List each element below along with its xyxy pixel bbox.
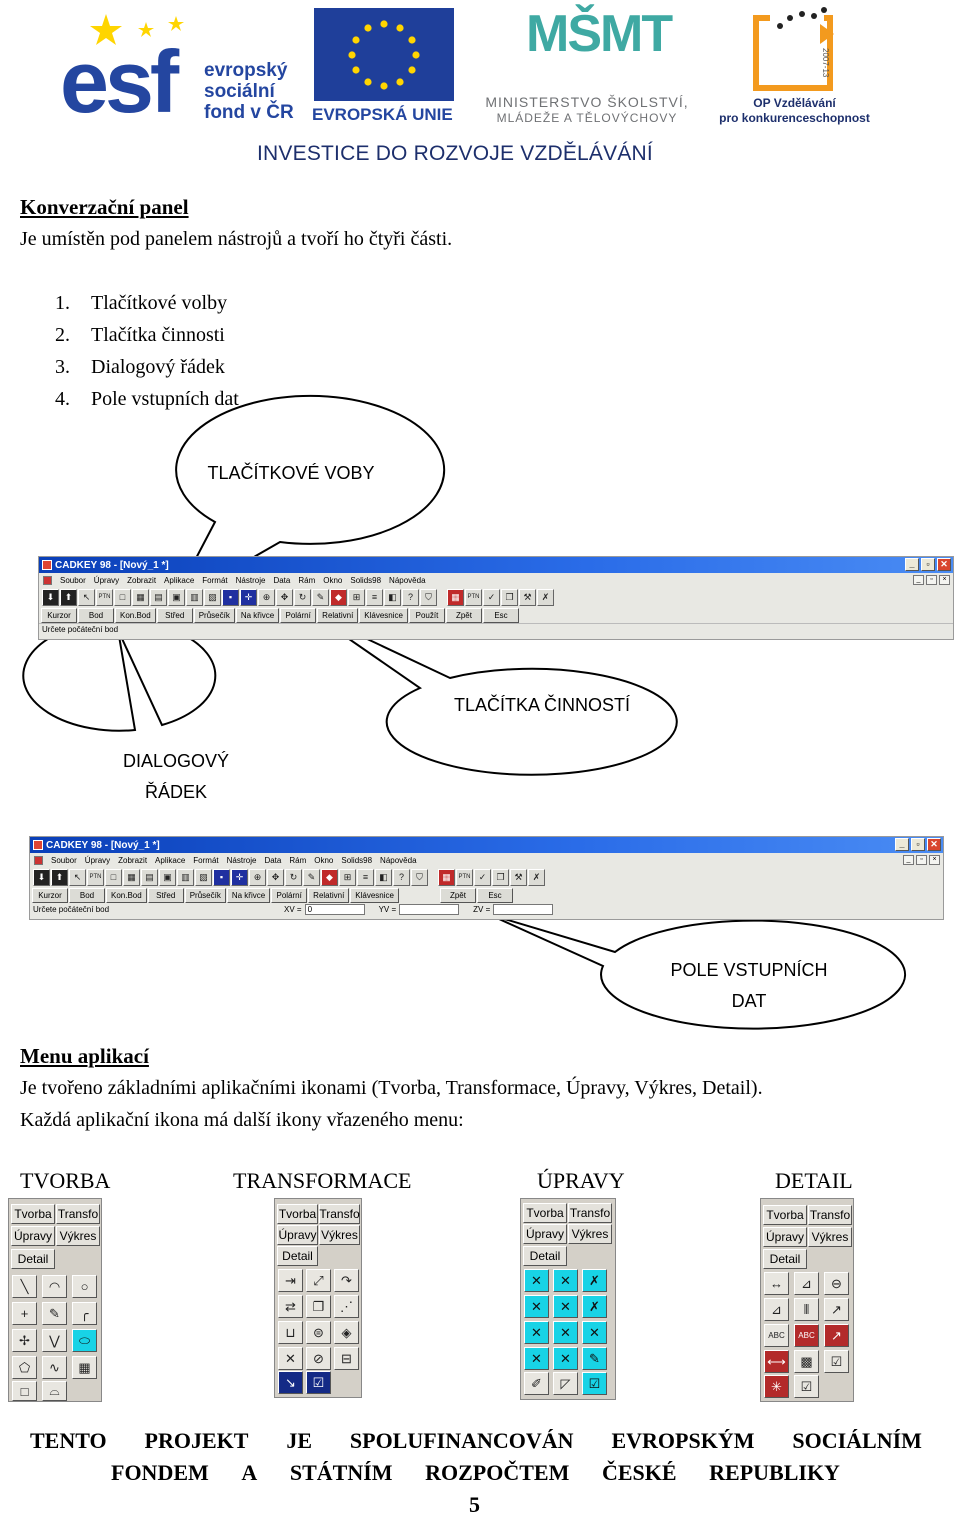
esf-line-2: sociální [204, 81, 275, 102]
pointer-icon[interactable]: ◸ [553, 1372, 578, 1395]
action-button-esc[interactable]: Esc [483, 608, 519, 623]
checklist-icon[interactable]: ☑ [582, 1372, 607, 1395]
layer-icon[interactable]: ⊟ [334, 1347, 359, 1370]
maximize-button[interactable]: ▫ [911, 838, 925, 851]
rectangle-icon[interactable]: □ [12, 1381, 37, 1401]
mdi-minimize-button[interactable]: _ [903, 855, 914, 865]
list-item: 1. Tlačítkové volby [55, 292, 228, 314]
tools-icon[interactable]: ⚒ [519, 589, 536, 606]
tab-tvorba[interactable]: Tvorba [523, 1203, 567, 1223]
table-icon[interactable]: ▦ [447, 589, 464, 606]
footer-line-1 [30, 1428, 922, 1454]
tab-upravy[interactable]: Úpravy [11, 1226, 55, 1246]
fillet-icon[interactable]: ╭ [72, 1302, 97, 1325]
document-icon [43, 576, 52, 585]
zv-input[interactable] [493, 904, 553, 915]
transform-icon[interactable]: ◈ [334, 1321, 359, 1344]
tab-detail[interactable]: Detail [523, 1246, 567, 1266]
tab-vykres[interactable]: Výkres [56, 1226, 100, 1246]
action-button-kurzor[interactable]: Kurzor [32, 888, 68, 903]
menu-item-zobrazit[interactable]: Zobrazit [118, 855, 148, 865]
app-icon [33, 840, 43, 850]
menubar [30, 853, 943, 867]
footer-word: JE [286, 1428, 312, 1453]
action-button-esc[interactable]: Esc [477, 888, 513, 903]
trim-icon[interactable]: ✕ [524, 1269, 549, 1292]
menu-item-upravy[interactable]: Úpravy [93, 575, 120, 585]
copy-icon[interactable]: ❐ [306, 1295, 331, 1318]
text-abc-icon[interactable]: ABC [764, 1324, 789, 1347]
footer-word: PROJEKT [144, 1428, 249, 1453]
menu-item-data[interactable]: Data [273, 575, 291, 585]
mirror-icon[interactable]: ⇄ [278, 1295, 303, 1318]
tab-upravy[interactable]: Úpravy [277, 1225, 318, 1245]
tab-upravy[interactable]: Úpravy [763, 1227, 807, 1247]
page-number: 5 [469, 1492, 480, 1516]
callout-input-line-2: DAT [731, 991, 767, 1011]
checklist-icon[interactable]: ☑ [306, 1371, 331, 1394]
toolbar [39, 587, 953, 607]
dimension-radius-icon[interactable]: ⊖ [824, 1272, 849, 1295]
investice-tagline: INVESTICE DO ROZVOJE VZDĚLÁVÁNÍ [257, 142, 653, 165]
document-icon [34, 856, 43, 865]
yv-input[interactable] [399, 904, 459, 915]
action-button-stred[interactable]: Střed [148, 888, 184, 903]
callout-dialog-line-1: DIALOGOVÝ [122, 751, 230, 771]
window-controls [895, 838, 941, 851]
footer-word: SPOLUFINANCOVÁN [349, 1428, 574, 1453]
zoom-icon[interactable]: ⊕ [249, 869, 266, 886]
copy-icon[interactable]: ❐ [492, 869, 509, 886]
toolbar [30, 867, 943, 887]
eraser-icon[interactable]: ◆ [321, 869, 338, 886]
menu-item-ram[interactable]: Rám [289, 855, 307, 865]
table-icon[interactable]: ▦ [438, 869, 455, 886]
menu-item-soubor[interactable]: Soubor [60, 575, 86, 585]
dome-icon[interactable]: ⌓ [42, 1381, 67, 1401]
app-title-transformace: TRANSFORMACE [233, 1168, 412, 1193]
action-buttons-row [30, 887, 943, 903]
app-icon [42, 560, 52, 570]
link-icon[interactable]: ⊘ [306, 1347, 331, 1370]
cadkey-window-1 [38, 556, 954, 640]
dimension-linear-icon[interactable]: ↔ [764, 1272, 789, 1295]
msmt-line-2: MLÁDEŽE A TĚLOVÝCHOVY [496, 111, 678, 125]
mdi-restore-button[interactable]: ▫ [916, 855, 927, 865]
leader-icon[interactable]: ⊿ [764, 1298, 789, 1321]
tab-upravy[interactable]: Úpravy [523, 1224, 567, 1244]
maximize-button[interactable]: ▫ [921, 558, 935, 571]
pencil-icon[interactable]: ✎ [303, 869, 320, 886]
action-buttons-row [39, 607, 953, 623]
tab-detail[interactable]: Detail [11, 1249, 55, 1269]
cut-icon[interactable]: ✕ [582, 1321, 607, 1344]
shield-icon[interactable]: ⛉ [420, 589, 437, 606]
window-title: CADKEY 98 - [Nový_1 *] [55, 559, 169, 571]
cursor-icon[interactable]: ↖ [78, 589, 95, 606]
square-icon[interactable]: □ [105, 869, 122, 886]
menu-item-upravy[interactable]: Úpravy [84, 855, 111, 865]
dimension-icon[interactable]: ⊞ [339, 869, 356, 886]
group-icon[interactable]: ⊜ [306, 1321, 331, 1344]
brush-icon[interactable]: ✐ [524, 1372, 549, 1395]
xv-label: XV = [284, 904, 302, 914]
menu-item-okno[interactable]: Okno [323, 575, 343, 585]
action-button-relativni[interactable]: Relativní [308, 888, 349, 903]
view-icon[interactable]: ▧ [195, 869, 212, 886]
action-button-kurzor[interactable]: Kurzor [41, 608, 77, 623]
pin-icon[interactable]: PTN [87, 869, 104, 886]
line-icon[interactable]: ╲ [12, 1275, 37, 1298]
view-icon[interactable]: ▣ [159, 869, 176, 886]
shield-icon[interactable]: ⛉ [411, 869, 428, 886]
footer-word: REPUBLIKY [709, 1460, 840, 1485]
section1-heading: Konverzační panel [20, 195, 189, 219]
action-button-pouzit[interactable]: Použít [409, 608, 445, 623]
tab-vykres[interactable]: Výkres [808, 1227, 852, 1247]
view-icon[interactable]: ▤ [150, 589, 167, 606]
menu-item-format[interactable]: Formát [193, 855, 219, 865]
layer-icon[interactable]: ▪ [222, 589, 239, 606]
ordinate-icon[interactable]: ⦀ [794, 1298, 819, 1321]
view-icon[interactable]: ▤ [141, 869, 158, 886]
zv-label: ZV = [473, 904, 491, 914]
panel-upravy [520, 1198, 616, 1400]
action-button-na-krivce[interactable]: Na křivce [227, 888, 270, 903]
tab-transfo[interactable]: Transfo [56, 1204, 100, 1224]
action-button-klavesnice[interactable]: Klávesnice [359, 608, 408, 623]
ellipse-icon[interactable]: ⬭ [72, 1329, 97, 1352]
verify-icon[interactable]: ✓ [483, 589, 500, 606]
dimension-icon[interactable]: ⊞ [348, 589, 365, 606]
delete-icon[interactable]: ✕ [278, 1347, 303, 1370]
window-title: CADKEY 98 - [Nový_1 *] [46, 839, 160, 851]
tab-tvorba[interactable]: Tvorba [11, 1204, 55, 1224]
move-icon[interactable]: ↘ [278, 1371, 303, 1394]
footer-word: A [241, 1460, 258, 1485]
split-icon[interactable]: ✕ [524, 1321, 549, 1344]
op-line-2: pro konkurenceschopnost [719, 111, 870, 125]
section2-line-1: Je tvořeno základními aplikačními ikonami (Tvorba, Transformace, Úpravy, Výkres, Detail). [20, 1077, 763, 1099]
level-icon[interactable]: ≡ [357, 869, 374, 886]
menubar [39, 573, 953, 587]
copy-icon[interactable]: ❐ [501, 589, 518, 606]
esf-line-1: evropský [204, 60, 288, 81]
action-button-zpet[interactable]: Zpět [446, 608, 482, 623]
menu-item-ram[interactable]: Rám [298, 575, 316, 585]
sparkle-icon[interactable]: ✳ [764, 1375, 789, 1398]
tab-vykres[interactable]: Výkres [568, 1224, 612, 1244]
edit-icon[interactable]: ✎ [582, 1347, 607, 1370]
callout-actions-label: TLAČÍTKA ČINNOSTÍ [453, 695, 631, 715]
pencil-icon[interactable]: ✎ [312, 589, 329, 606]
polygon-icon[interactable]: ✎ [42, 1302, 67, 1325]
chamfer-icon[interactable]: ⋁ [42, 1329, 67, 1352]
arrow-up-icon[interactable]: ⬆ [60, 589, 77, 606]
action-button-bod[interactable]: Bod [69, 888, 105, 903]
app-title-detail: DETAIL [775, 1168, 853, 1193]
break-icon[interactable]: ✕ [524, 1295, 549, 1318]
arrow-up-icon[interactable]: ⬆ [51, 869, 68, 886]
menu-item-solids98[interactable]: Solids98 [350, 575, 382, 585]
pin-icon[interactable]: PTN [465, 589, 482, 606]
list-item: 4. Pole vstupních dat [55, 388, 239, 410]
esf-mark: esf [60, 32, 176, 131]
menu-item-nastroje[interactable]: Nástroje [235, 575, 266, 585]
footer-word: ČESKÉ [601, 1460, 677, 1485]
action-button-kon-bod[interactable]: Kon.Bod [115, 608, 156, 623]
action-button-zpet[interactable]: Zpět [440, 888, 476, 903]
panel-transformace [274, 1198, 362, 1398]
panel-tvorba [8, 1198, 102, 1402]
section2-heading: Menu aplikací [20, 1044, 149, 1068]
grid-icon[interactable]: ▦ [132, 589, 149, 606]
dialog-prompt: Určete počáteční bod [33, 904, 110, 914]
xy-icon[interactable]: ✗ [528, 869, 545, 886]
action-button-bod[interactable]: Bod [78, 608, 114, 623]
mdi-minimize-button[interactable]: _ [913, 575, 924, 585]
square-icon[interactable]: □ [114, 589, 131, 606]
cadkey-titlebar [30, 837, 943, 853]
callout-input-line-1: POLE VSTUPNÍCH [670, 960, 828, 980]
footer-word: EVROPSKÝM [611, 1428, 755, 1453]
action-button-prusecik[interactable]: Průsečík [185, 888, 226, 903]
view-icon[interactable]: ▥ [177, 869, 194, 886]
dimension-angle-icon[interactable]: ⊿ [794, 1272, 819, 1295]
esf-line-3: fond v ČR [204, 102, 294, 123]
tab-transfo[interactable]: Transfo [568, 1203, 612, 1223]
footer-word: TENTO [30, 1428, 107, 1453]
point-icon[interactable]: + [12, 1302, 37, 1325]
level-icon[interactable]: ≡ [366, 589, 383, 606]
crosshair-icon[interactable]: ✛ [240, 589, 257, 606]
menu-item-data[interactable]: Data [264, 855, 282, 865]
mdi-controls [903, 855, 940, 865]
action-button-na-krivce[interactable]: Na křivce [236, 608, 279, 623]
window-controls [905, 558, 951, 571]
eu-label: EVROPSKÁ UNIE [312, 105, 453, 124]
close-button[interactable]: ✕ [927, 838, 941, 851]
mdi-close-button[interactable]: × [929, 855, 940, 865]
cut-icon[interactable]: ✕ [524, 1347, 549, 1370]
action-button-relativni[interactable]: Relativní [317, 608, 358, 623]
footer-word: FONDEM [111, 1460, 209, 1485]
xv-input[interactable]: 0 [305, 904, 365, 915]
dialog-prompt: Určete počáteční bod [39, 623, 953, 635]
redraw-icon[interactable]: ↻ [294, 589, 311, 606]
verify-icon[interactable]: ✓ [474, 869, 491, 886]
minimize-button[interactable]: _ [895, 838, 909, 851]
mdi-close-button[interactable]: × [939, 575, 950, 585]
hatch-icon[interactable]: ▩ [794, 1350, 819, 1373]
tab-transfo[interactable]: Transfo [319, 1204, 360, 1224]
split-icon[interactable]: ✕ [553, 1321, 578, 1344]
tab-tvorba[interactable]: Tvorba [763, 1205, 807, 1225]
menu-item-solids98[interactable]: Solids98 [341, 855, 373, 865]
help-icon[interactable]: ? [393, 869, 410, 886]
callout-buttons-label: TLAČÍTKOVÉ VOBY [207, 463, 375, 483]
tab-detail[interactable]: Detail [763, 1249, 807, 1269]
redraw-icon[interactable]: ↻ [285, 869, 302, 886]
input-row [30, 903, 943, 915]
menu-item-napoveda[interactable]: Nápověda [389, 575, 426, 585]
action-button-prusecik[interactable]: Průsečík [194, 608, 235, 623]
grid-icon[interactable]: ▦ [123, 869, 140, 886]
menu-item-aplikace[interactable]: Aplikace [155, 855, 186, 865]
footer-word: SOCIÁLNÍM [792, 1428, 922, 1453]
app-title-upravy: ÚPRAVY [537, 1168, 625, 1193]
tools-icon[interactable]: ⚒ [510, 869, 527, 886]
polygon-icon[interactable]: ⬠ [12, 1356, 37, 1379]
trim-icon[interactable]: ✕ [553, 1269, 578, 1292]
action-button-polarni[interactable]: Polární [280, 608, 316, 623]
app-title-tvorba: TVORBA [20, 1168, 111, 1193]
view-icon[interactable]: ▥ [186, 589, 203, 606]
pan-icon[interactable]: ✥ [267, 869, 284, 886]
footer-word: ROZPOČTEM [425, 1460, 570, 1485]
view-icon[interactable]: ▣ [168, 589, 185, 606]
list-item: 3. Dialogový řádek [55, 356, 225, 378]
footer-word: STÁTNÍM [289, 1460, 393, 1485]
op-badge: 2007-13 [821, 48, 830, 78]
menu-item-okno[interactable]: Okno [314, 855, 334, 865]
span-icon[interactable]: ⟷ [764, 1350, 789, 1373]
eraser-icon[interactable]: ◆ [330, 589, 347, 606]
menu-item-nastroje[interactable]: Nástroje [226, 855, 257, 865]
msmt-line-1: MINISTERSTVO ŠKOLSTVÍ, [485, 94, 689, 110]
translate-icon[interactable]: ⇥ [278, 1269, 303, 1292]
mdi-restore-button[interactable]: ▫ [926, 575, 937, 585]
tab-vykres[interactable]: Výkres [319, 1225, 360, 1245]
arrow-down-icon[interactable]: ⬇ [33, 869, 50, 886]
menu-item-napoveda[interactable]: Nápověda [380, 855, 417, 865]
axis-icon[interactable]: ✢ [12, 1329, 37, 1352]
pin-icon[interactable]: PTN [456, 869, 473, 886]
circle-icon[interactable]: ○ [72, 1275, 97, 1298]
callout-dialog-line-2: ŘÁDEK [144, 782, 207, 802]
menu-item-format[interactable]: Formát [202, 575, 228, 585]
text-edit-icon[interactable]: ABC [794, 1324, 819, 1347]
tab-tvorba[interactable]: Tvorba [277, 1204, 318, 1224]
cadkey-window-2 [29, 836, 944, 920]
join-icon[interactable]: ⊔ [278, 1321, 303, 1344]
footer-line-2 [111, 1460, 840, 1486]
action-button-kon-bod[interactable]: Kon.Bod [106, 888, 147, 903]
cadkey-titlebar [39, 557, 953, 573]
tab-detail[interactable]: Detail [277, 1246, 318, 1266]
color-icon[interactable]: ◧ [384, 589, 401, 606]
help-icon[interactable]: ? [402, 589, 419, 606]
pin-icon[interactable]: PTN [96, 589, 113, 606]
list-item: 2. Tlačítka činnosti [55, 324, 225, 346]
yv-label: YV = [378, 904, 397, 914]
msmt-mark: MŠMT [526, 5, 672, 63]
mdi-controls [913, 575, 950, 585]
cursor-icon[interactable]: ↖ [69, 869, 86, 886]
pan-icon[interactable]: ✥ [276, 589, 293, 606]
scale-icon[interactable]: ⤢ [306, 1269, 331, 1292]
arrow-icon[interactable]: ↗ [824, 1298, 849, 1321]
extend-icon[interactable]: ✗ [582, 1269, 607, 1292]
menu-item-soubor[interactable]: Soubor [51, 855, 77, 865]
cut-icon[interactable]: ✕ [553, 1347, 578, 1370]
arrow-down-icon[interactable]: ⬇ [42, 589, 59, 606]
checklist-icon[interactable]: ☑ [824, 1350, 849, 1373]
arc-icon[interactable]: ◠ [42, 1275, 67, 1298]
hatch-icon[interactable]: ▦ [72, 1356, 97, 1379]
action-button-polarni[interactable]: Polární [271, 888, 307, 903]
spline-icon[interactable]: ∿ [42, 1356, 67, 1379]
zoom-icon[interactable]: ⊕ [258, 589, 275, 606]
menu-item-aplikace[interactable]: Aplikace [164, 575, 195, 585]
action-button-stred[interactable]: Střed [157, 608, 193, 623]
minimize-button[interactable]: _ [905, 558, 919, 571]
rotate-icon[interactable]: ↷ [334, 1269, 359, 1292]
divide-icon[interactable]: ✗ [582, 1295, 607, 1318]
color-icon[interactable]: ◧ [375, 869, 392, 886]
action-button-klavesnice[interactable]: Klávesnice [350, 888, 399, 903]
checklist-icon[interactable]: ☑ [794, 1375, 819, 1398]
close-button[interactable]: ✕ [937, 558, 951, 571]
arrow-up-right-icon[interactable]: ↗ [824, 1324, 849, 1347]
break-icon[interactable]: ✕ [553, 1295, 578, 1318]
view-icon[interactable]: ▧ [204, 589, 221, 606]
section1-intro: Je umístěn pod panelem nástrojů a tvoří ho čtyři části. [20, 228, 453, 250]
op-line-1: OP Vzdělávání [753, 96, 836, 110]
panel-detail [760, 1198, 854, 1402]
section2-line-2: Každá aplikační ikona má další ikony vřazeného menu: [20, 1109, 464, 1131]
layer-icon[interactable]: ▪ [213, 869, 230, 886]
crosshair-icon[interactable]: ✛ [231, 869, 248, 886]
menu-item-zobrazit[interactable]: Zobrazit [127, 575, 157, 585]
array-icon[interactable]: ⋰ [334, 1295, 359, 1318]
xy-icon[interactable]: ✗ [537, 589, 554, 606]
tab-transfo[interactable]: Transfo [808, 1205, 852, 1225]
